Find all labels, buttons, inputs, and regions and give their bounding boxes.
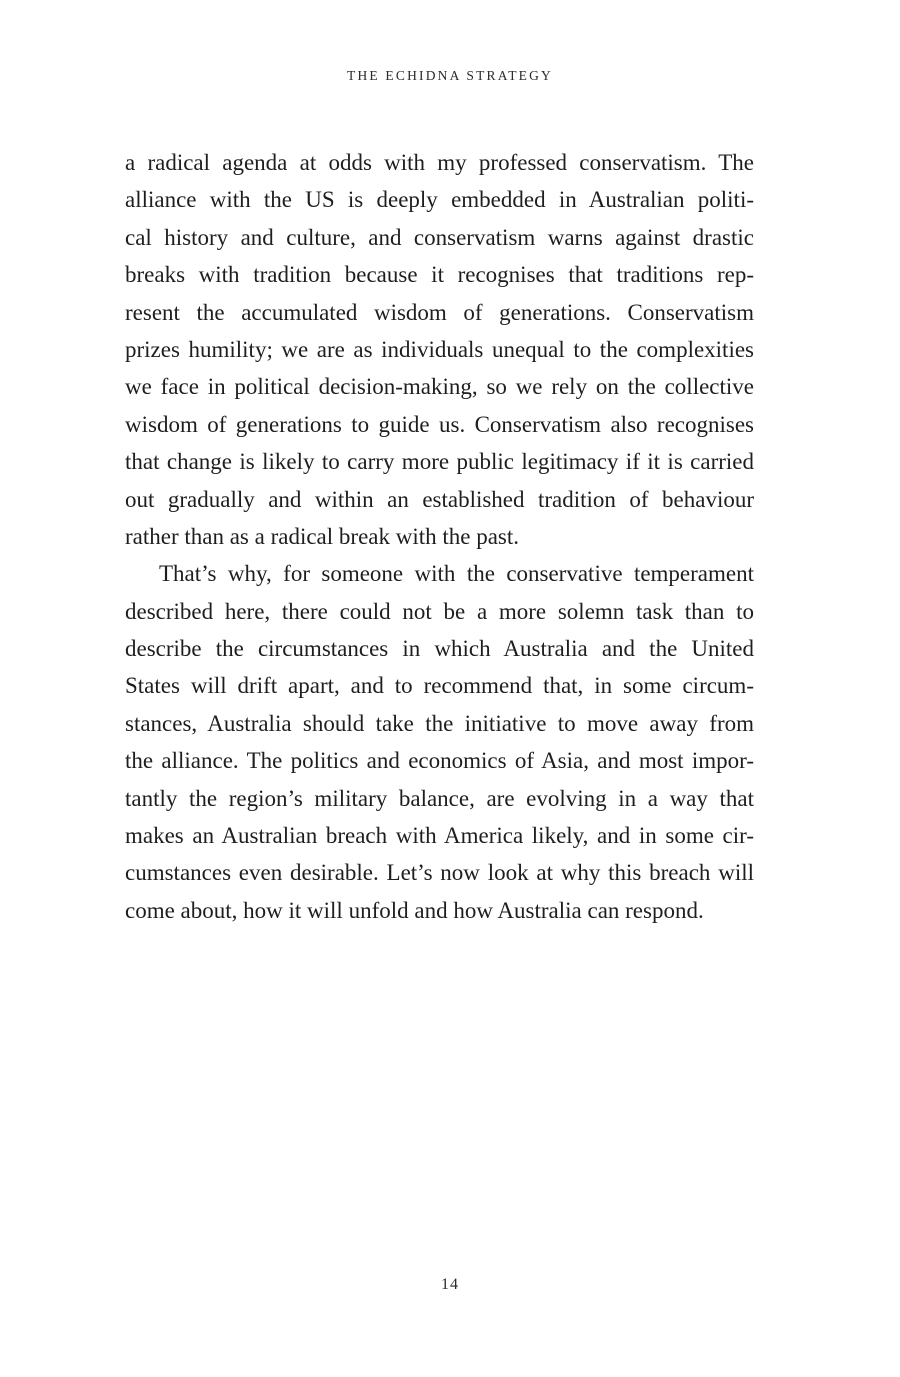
text-line: cal history and culture, and conservatism warns against drastic bbox=[125, 224, 754, 250]
text-line: cumstances even desirable. Let’s now look at why this breach will bbox=[125, 860, 754, 886]
text-line: we face in political decision-making, so we rely on the collective bbox=[125, 374, 754, 400]
text-line: That’s why, for someone with the conservative temperament bbox=[159, 561, 754, 587]
text-line: wisdom of generations to guide us. Conservatism also recognises bbox=[125, 411, 754, 437]
text-line: alliance with the US is deeply embedded in Australian politi- bbox=[125, 187, 754, 213]
text-line: that change is likely to carry more public legitimacy if it is carried bbox=[125, 449, 754, 475]
text-line: stances, Australia should take the initiative to move away from bbox=[125, 710, 754, 736]
text-line: tantly the region’s military balance, are evolving in a way that bbox=[125, 785, 754, 811]
text-line: described here, there could not be a more solemn task than to bbox=[125, 598, 754, 624]
text-line: breaks with tradition because it recognises that traditions rep- bbox=[125, 262, 754, 288]
text-line: come about, how it will unfold and how Australia can respond. bbox=[125, 897, 704, 923]
text-line: resent the accumulated wisdom of generations. Conservatism bbox=[125, 299, 754, 325]
text-line: makes an Australian breach with America likely, and in some cir- bbox=[125, 823, 754, 849]
paragraph-1 bbox=[125, 144, 754, 555]
text-line: States will drift apart, and to recommend that, in some circum- bbox=[125, 673, 754, 699]
text-line: the alliance. The politics and economics of Asia, and most impor- bbox=[125, 748, 754, 774]
body-text bbox=[125, 144, 754, 929]
text-line: describe the circumstances in which Australia and the United bbox=[125, 636, 754, 662]
running-head: THE ECHIDNA STRATEGY bbox=[347, 68, 553, 83]
page-number: 14 bbox=[441, 1276, 459, 1293]
text-line: rather than as a radical break with the past. bbox=[125, 523, 520, 549]
paragraph-2 bbox=[125, 555, 754, 929]
text-line: prizes humility; we are as individuals unequal to the complexities bbox=[125, 336, 754, 362]
text-line: a radical agenda at odds with my professed conservatism. The bbox=[125, 150, 754, 175]
text-line: out gradually and within an established tradition of behaviour bbox=[125, 486, 754, 512]
